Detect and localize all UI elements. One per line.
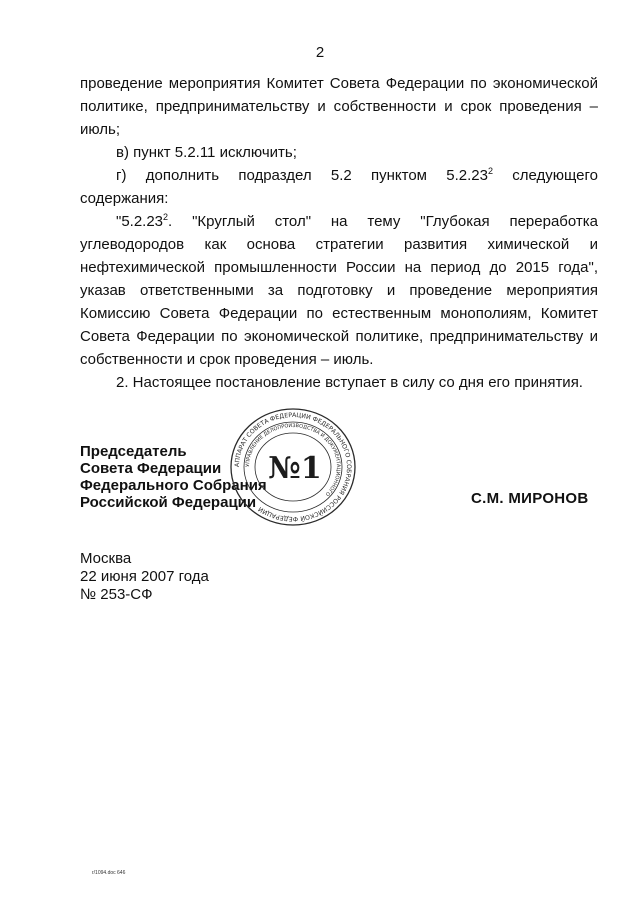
item-g [80, 164, 598, 210]
item-g-text: г) дополнить подраздел 5.2 пунктом 5.2.23 [116, 167, 488, 184]
quoted-item-superscript: 2 [163, 212, 169, 222]
stamp-ring-text: АППАРАТ СОВЕТА ФЕДЕРАЦИИ ФЕДЕРАЛЬНОГО СОБРАНИЯ РОССИЙСКОЙ ФЕДЕРАЦИИ [233, 411, 353, 523]
file-reference: r/1094.doc 646 [92, 870, 126, 876]
place-and-date [80, 550, 209, 604]
signature-title-line: Российской Федерации [80, 494, 257, 511]
item-g-superscript: 2 [487, 166, 493, 176]
paragraph-event-continuation: проведение мероприятия Комитет Совета Федерации по экономической политике, предпринимательству и собственности и срок проведения – июль; [80, 75, 598, 138]
page-number: 2 [315, 44, 325, 61]
signer-name: С.М. МИРОНОВ [471, 490, 589, 507]
stamp-number: №1 [268, 451, 322, 486]
stamp-inner-text: УПРАВЛЕНИЕ ДЕЛОПРОИЗВОДСТВА И ДОКУМЕНТАЦИОННОГО [244, 422, 342, 497]
item-2: 2. Настоящее постановление вступает в силу со дня его принятия. [116, 374, 583, 391]
official-stamp [228, 406, 358, 528]
signature-title-line: Совета Федерации [80, 460, 222, 477]
signature-title-line: Председатель [80, 443, 187, 460]
quoted-item-text: . "Круглый стол" на тему "Глубокая переработка углеводородов как основа стратегии развития химической и нефтехимической промышленности России на период до 2015 года", указав ответственными за подготовку и проведение мероприятия Комиссию Совета Федерации по естественным монополиям, Комитет Совета Федерации по экономической политике, предпринимательству и собственности и срок проведения – июль. [80, 213, 598, 368]
document-body [80, 72, 598, 394]
item-g-text-end: следующего содержания: [80, 167, 598, 207]
item-v: в) пункт 5.2.11 исключить; [116, 144, 297, 161]
document-number: № 253-СФ [80, 586, 153, 603]
quoted-item [80, 210, 598, 371]
quoted-item-number: "5.2.23 [116, 213, 164, 230]
city: Москва [80, 550, 132, 567]
signature-title-line: Федерального Собрания [80, 477, 267, 494]
date: 22 июня 2007 года [80, 568, 209, 585]
